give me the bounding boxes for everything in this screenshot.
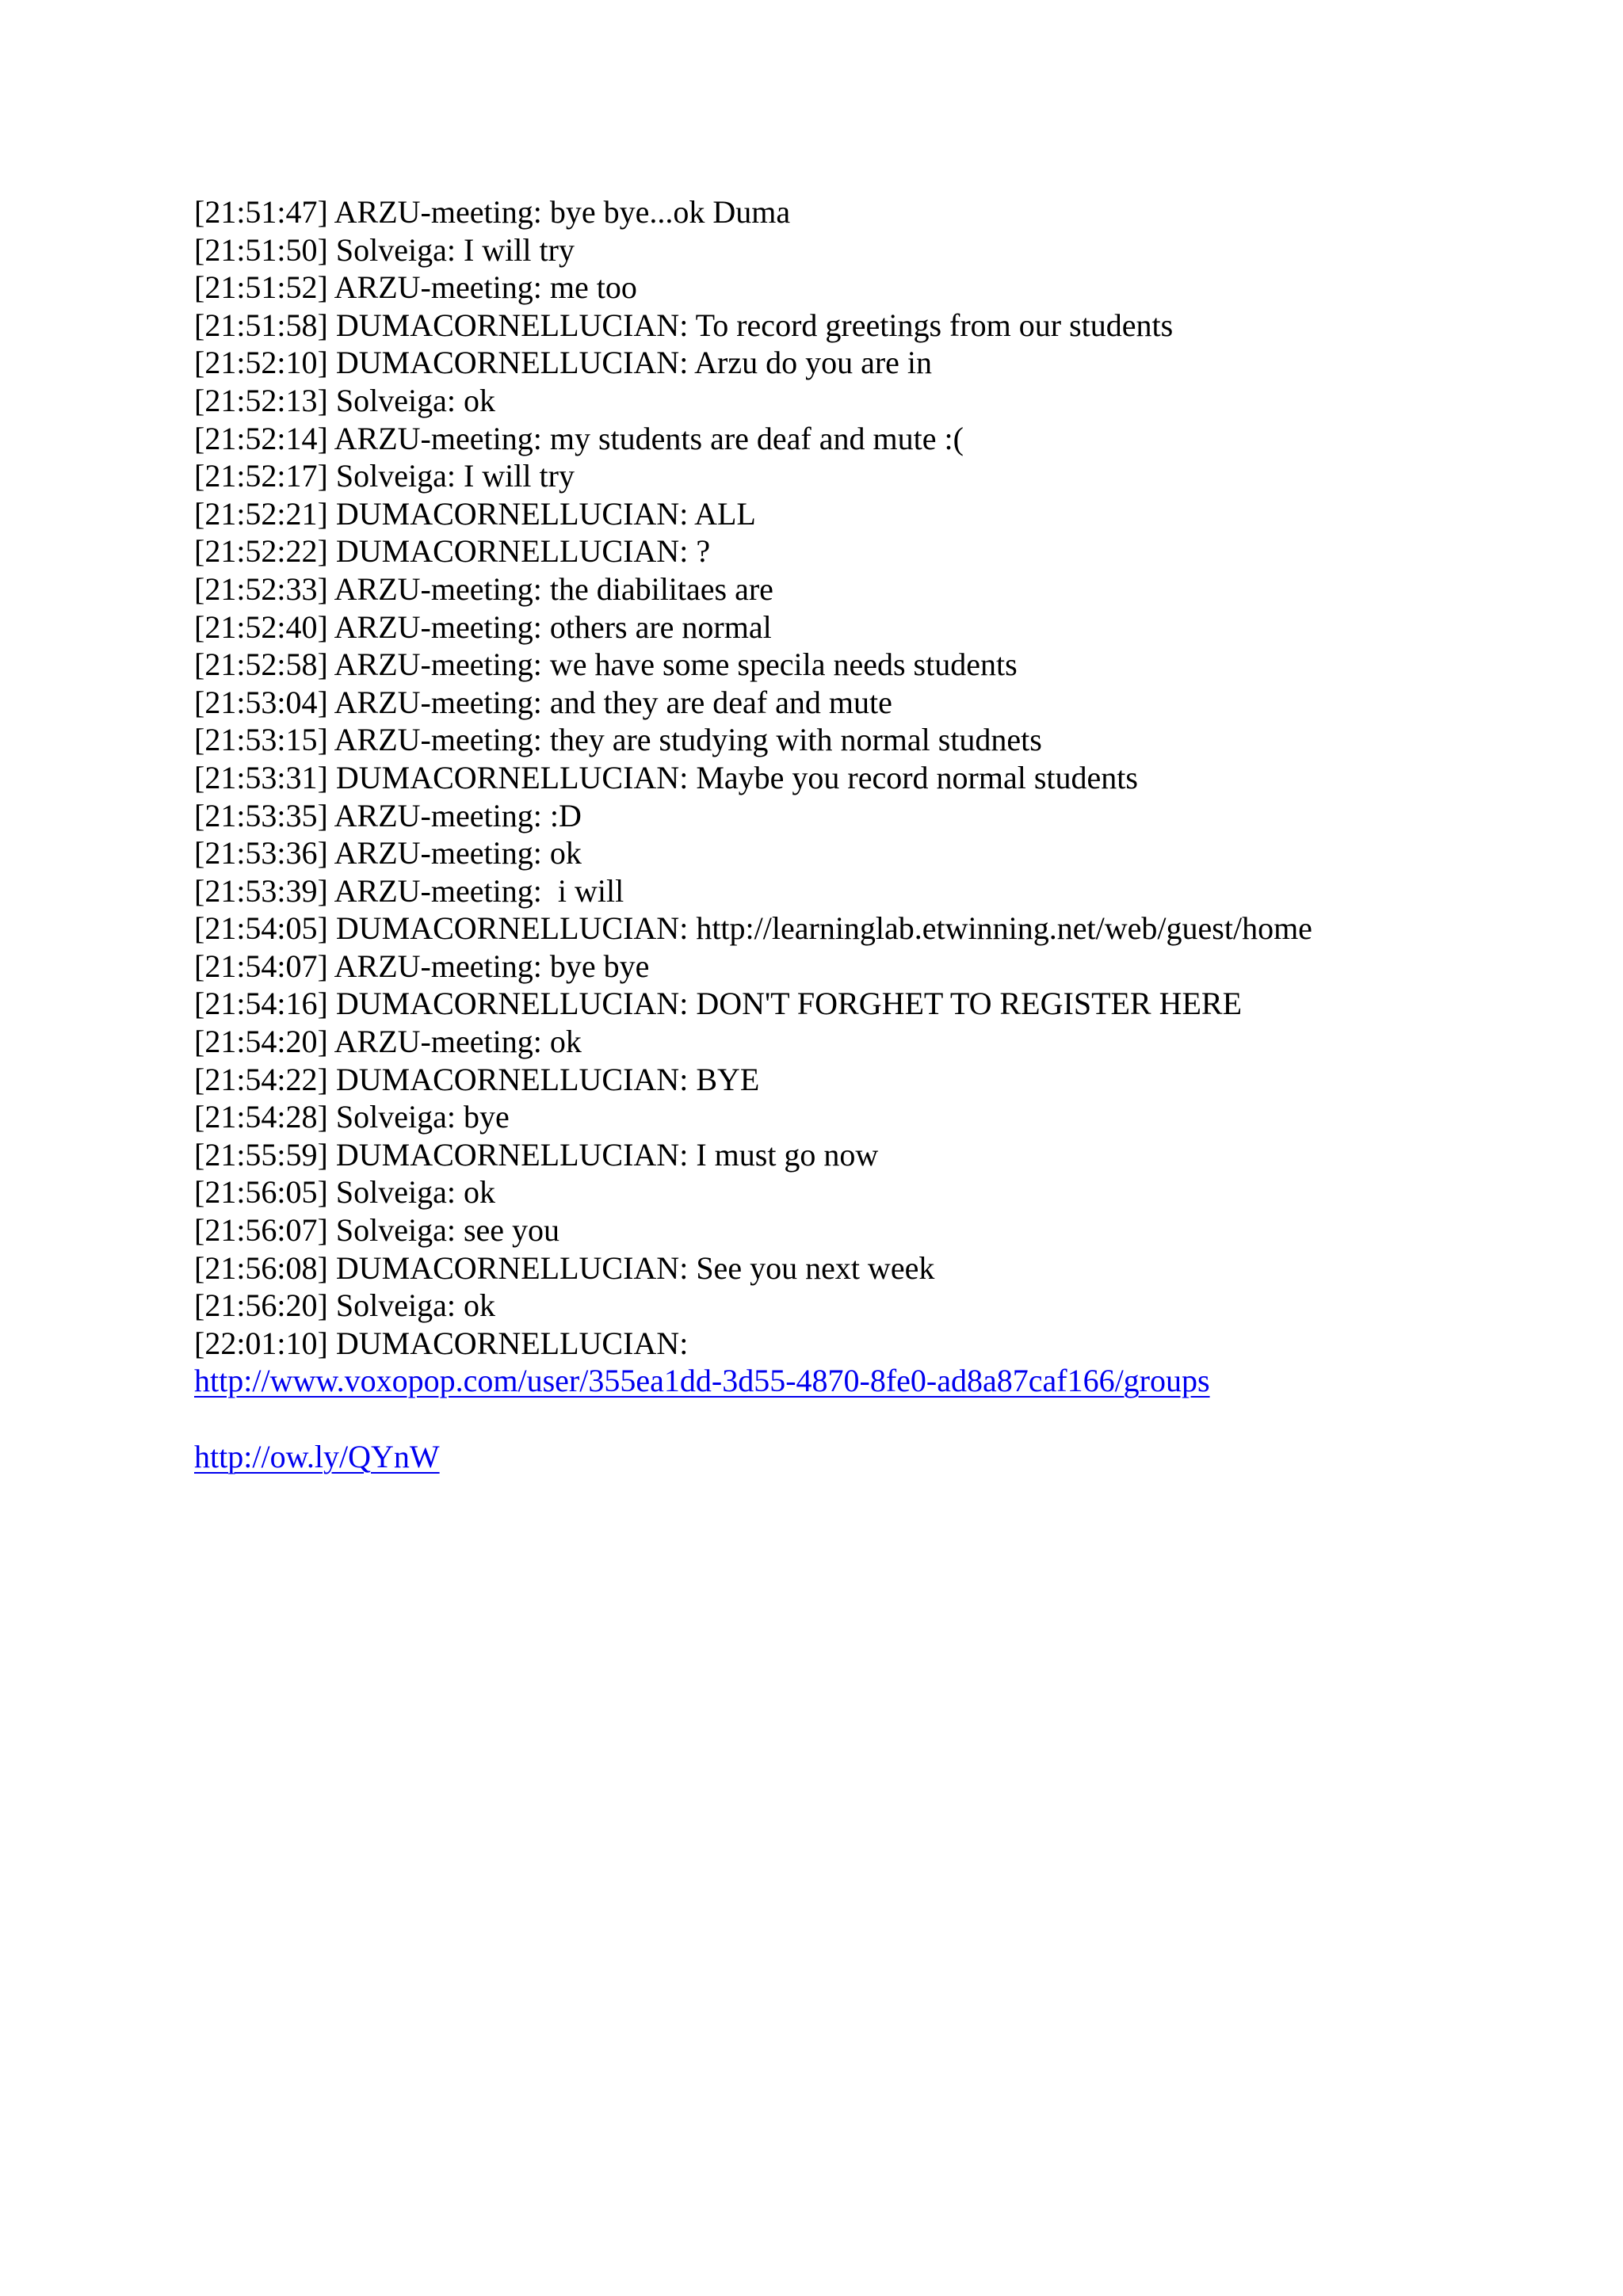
message-speaker: Solveiga:: [335, 1099, 456, 1135]
chat-message: [194, 307, 1589, 345]
message-time: [21:52:40]: [194, 608, 328, 645]
message-time: [21:53:36]: [194, 835, 328, 871]
message-speaker: DUMACORNELLUCIAN:: [335, 1136, 689, 1173]
message-text: i will: [549, 872, 624, 909]
chat-message: [194, 1325, 1589, 1363]
message-time: [21:56:08]: [194, 1249, 328, 1286]
message-text: ALL: [694, 495, 756, 532]
message-text: DON'T FORGHET TO REGISTER HERE: [696, 986, 1243, 1022]
message-time: [21:52:22]: [194, 533, 328, 570]
message-text: See you next week: [696, 1249, 935, 1286]
message-time: [21:52:58]: [194, 646, 328, 683]
message-text: others are normal: [549, 608, 772, 645]
message-text: ok: [549, 835, 582, 871]
chat-message: [194, 1136, 1589, 1174]
message-speaker: ARZU-meeting:: [334, 269, 542, 306]
message-time: [21:52:13]: [194, 382, 328, 418]
message-time: [21:53:39]: [194, 872, 328, 909]
message-time: [21:56:07]: [194, 1212, 328, 1249]
message-time: [21:55:59]: [194, 1136, 328, 1173]
message-time: [21:56:20]: [194, 1287, 328, 1324]
message-text: ok: [463, 382, 495, 418]
chat-message: [194, 759, 1589, 797]
message-speaker: ARZU-meeting:: [334, 570, 542, 607]
chat-message: [194, 721, 1589, 759]
blank-line: [194, 1400, 1589, 1438]
message-speaker: Solveiga:: [335, 382, 456, 418]
message-time: [21:52:21]: [194, 495, 328, 532]
chat-message: [194, 231, 1589, 269]
chat-message: [194, 1173, 1589, 1211]
chat-message: [194, 797, 1589, 835]
message-text: ok: [549, 1024, 582, 1060]
message-speaker: DUMACORNELLUCIAN:: [335, 1249, 689, 1286]
message-text: and they are deaf and mute: [549, 684, 892, 720]
message-speaker: ARZU-meeting:: [334, 948, 542, 984]
message-time: [21:52:17]: [194, 458, 328, 494]
message-time: [21:54:05]: [194, 910, 328, 947]
voxopop-link[interactable]: http://www.voxopop.com/user/355ea1dd-3d55-4870-8fe0-ad8a87caf166/groups: [194, 1363, 1210, 1399]
message-speaker: Solveiga:: [335, 458, 456, 494]
message-speaker: DUMACORNELLUCIAN:: [335, 1061, 689, 1097]
chat-message: [194, 457, 1589, 495]
message-speaker: DUMACORNELLUCIAN:: [335, 1325, 689, 1361]
chat-message: [194, 1287, 1589, 1325]
message-time: [21:53:15]: [194, 722, 328, 758]
message-time: [21:54:07]: [194, 948, 328, 984]
chat-message: [194, 608, 1589, 646]
message-time: [21:51:52]: [194, 269, 328, 306]
message-list: [194, 193, 1589, 1362]
message-speaker: Solveiga:: [335, 1287, 456, 1324]
chat-message: [194, 1023, 1589, 1061]
message-text: bye: [463, 1099, 510, 1135]
message-text: I will try: [463, 458, 575, 494]
message-text: bye bye: [549, 948, 650, 984]
chat-log: [194, 193, 1589, 1475]
message-speaker: ARZU-meeting:: [334, 835, 542, 871]
message-speaker: ARZU-meeting:: [334, 646, 542, 683]
message-text: bye bye...ok Duma: [549, 194, 791, 230]
chat-message: [194, 193, 1589, 231]
message-time: [21:52:33]: [194, 570, 328, 607]
message-text: my students are deaf and mute :(: [549, 420, 964, 456]
message-time: [21:56:05]: [194, 1174, 328, 1211]
message-text: ok: [463, 1174, 495, 1211]
chat-message: [194, 495, 1589, 533]
message-time: [21:54:28]: [194, 1099, 328, 1135]
link-line-voxopop: [194, 1362, 1589, 1400]
message-speaker: DUMACORNELLUCIAN:: [335, 533, 689, 570]
message-time: [21:54:22]: [194, 1061, 328, 1097]
chat-message: [194, 834, 1589, 872]
chat-message: [194, 1249, 1589, 1287]
owly-link[interactable]: http://ow.ly/QYnW: [194, 1438, 440, 1474]
message-time: [21:51:47]: [194, 194, 328, 230]
message-text: BYE: [696, 1061, 760, 1097]
chat-message: [194, 570, 1589, 608]
message-text: we have some specila needs students: [549, 646, 1018, 683]
message-speaker: Solveiga:: [335, 231, 456, 268]
message-speaker: DUMACORNELLUCIAN:: [335, 759, 689, 795]
message-time: [21:51:58]: [194, 307, 328, 343]
message-speaker: ARZU-meeting:: [334, 194, 542, 230]
link-line-owly: [194, 1438, 1589, 1476]
message-time: [21:51:50]: [194, 231, 328, 268]
message-speaker: DUMACORNELLUCIAN:: [335, 986, 689, 1022]
message-speaker: ARZU-meeting:: [334, 872, 542, 909]
message-text: ?: [696, 533, 711, 570]
message-time: [21:52:10]: [194, 345, 328, 381]
message-text: To record greetings from our students: [695, 307, 1174, 343]
chat-message: [194, 684, 1589, 722]
chat-message: [194, 1061, 1589, 1099]
message-text: ok: [463, 1287, 495, 1324]
message-text: they are studying with normal studnets: [549, 722, 1042, 758]
chat-message: [194, 985, 1589, 1023]
message-time: [21:53:31]: [194, 759, 328, 795]
message-text: I will try: [463, 231, 575, 268]
message-text: http://learninglab.etwinning.net/web/guest/home: [696, 910, 1312, 947]
chat-message: [194, 1098, 1589, 1136]
message-speaker: ARZU-meeting:: [334, 684, 542, 720]
message-speaker: DUMACORNELLUCIAN:: [335, 345, 689, 381]
message-speaker: ARZU-meeting:: [334, 608, 542, 645]
message-time: [21:53:04]: [194, 684, 328, 720]
message-time: [21:52:14]: [194, 420, 328, 456]
chat-message: [194, 532, 1589, 570]
message-time: [21:53:35]: [194, 797, 328, 833]
chat-message: [194, 646, 1589, 684]
message-speaker: DUMACORNELLUCIAN:: [335, 910, 689, 947]
message-time: [21:54:20]: [194, 1024, 328, 1060]
message-speaker: Solveiga:: [335, 1212, 456, 1249]
message-speaker: ARZU-meeting:: [334, 1024, 542, 1060]
message-speaker: ARZU-meeting:: [334, 797, 542, 833]
message-text: :D: [549, 797, 582, 833]
message-speaker: DUMACORNELLUCIAN:: [335, 307, 689, 343]
message-text: me too: [549, 269, 637, 306]
message-text: the diabilitaes are: [549, 570, 773, 607]
chat-message: [194, 872, 1589, 910]
message-text: Arzu do you are in: [694, 345, 933, 381]
message-speaker: Solveiga:: [335, 1174, 456, 1211]
chat-message: [194, 269, 1589, 307]
message-time: [21:54:16]: [194, 986, 328, 1022]
chat-message: [194, 948, 1589, 986]
message-time: [22:01:10]: [194, 1325, 328, 1361]
chat-message: [194, 910, 1589, 948]
message-text: see you: [463, 1212, 560, 1249]
message-text: I must go now: [696, 1136, 879, 1173]
chat-message: [194, 420, 1589, 458]
message-speaker: DUMACORNELLUCIAN:: [335, 495, 689, 532]
chat-message: [194, 344, 1589, 382]
message-speaker: ARZU-meeting:: [334, 420, 542, 456]
message-speaker: ARZU-meeting:: [334, 722, 542, 758]
chat-message: [194, 382, 1589, 420]
message-text: Maybe you record normal students: [696, 759, 1138, 795]
chat-message: [194, 1211, 1589, 1249]
